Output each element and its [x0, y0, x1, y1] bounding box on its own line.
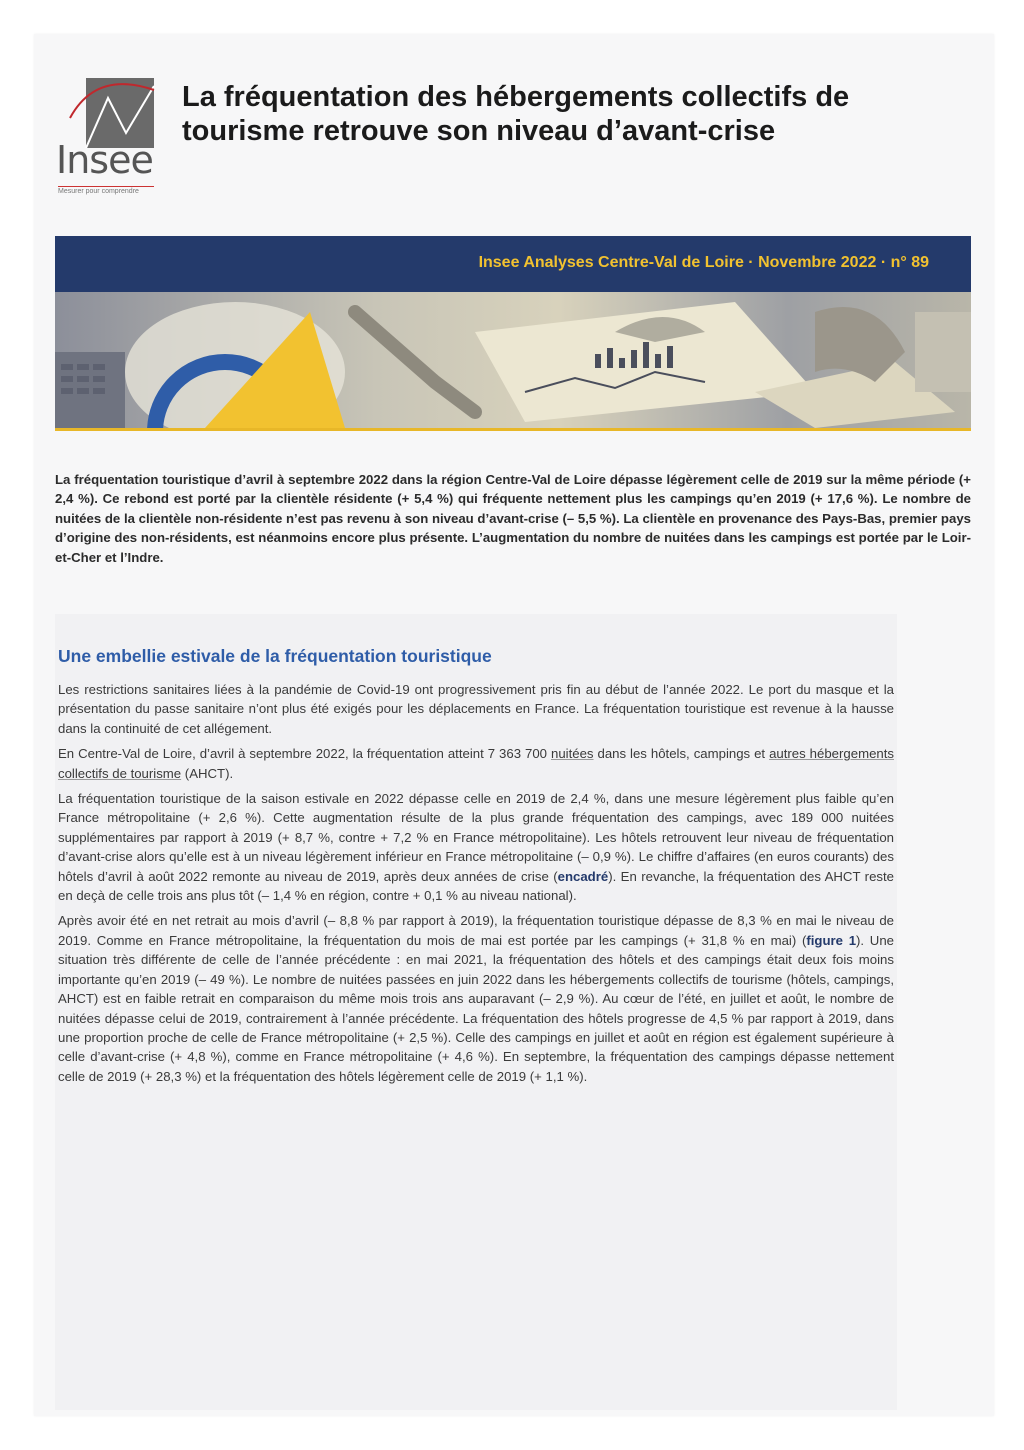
p3-text-b: ). En revanche, la fréquentation des AHCT reste en deçà de celle trois ans plus tôt (– 1,4 % en région, contre + 0,1 % au niveau national). — [58, 868, 895, 904]
intro-summary: La fréquentation touristique d’avril à septembre 2022 dans la région Centre-Val de Loire dépasse légèrement celle de 2019 sur la même période (+ 2,4 %). Ce rebond est porté par la clientèle résidente (+ 5,4 %) qui fréquente nettement plus les campings qu’en 2019 (+ 17,6 %). Le nombre de nuitées de la clientèle non-résidente n’est pas revenu à son niveau d’avant-crise (– 5,5 %). La clientèle en provenance des Pays-Bas, premier pays d’origine des non-résidents, est néanmoins encore plus présente. L’augmentation du nombre de nuitées dans les campings est portée par le Loir-et-Cher et l’Indre. — [55, 472, 971, 565]
report-page — [34, 34, 994, 1416]
p2-text-c: (AHCT). — [181, 765, 234, 781]
section-title: Une embellie estivale de la fréquentation touristique — [58, 646, 492, 666]
p2-text-a: En Centre-Val de Loire, d’avril à septembre 2022, la fréquentation atteint 7 363 700 — [58, 746, 551, 762]
banner-image — [55, 292, 971, 431]
ahct-link[interactable]: autres hébergements collectifs de tourisme — [58, 746, 894, 781]
paragraph-4 — [58, 911, 894, 1086]
p3-text-a: La fréquentation touristique de la saison estivale en 2022 dépasse celle en 2019 de 2,4 %, dans une mesure légèrement plus faible qu’en France métropolitaine (+ 2,6 %). Cette augmentation résulte de la plus grande fréquentation des campings, avec 189 000 nuitées supplémentaires par rapport à 2019 (+ 8,7 %, contre + 7,2 % en France métropolitaine). Les hôtels retrouvent leur niveau de fréquentation d’avant-crise alors qu’elle est à un niveau légèrement inférieur en France métropolitaine (– 0,9 %). Le chiffre d’affaires (en euros courants) des hôtels d’avril à août 2022 remonte au niveau de 2019, après deux années de crise ( — [58, 791, 894, 884]
encadre-link[interactable]: encadré — [557, 868, 609, 884]
nuitees-link[interactable]: nuitées — [550, 746, 594, 762]
article-section — [55, 614, 897, 1410]
banner-series: Insee Analyses Centre-Val de Loire · Novembre 2022 · n° 89 — [478, 254, 929, 271]
paragraph-1: Les restrictions sanitaires liées à la pandémie de Covid-19 ont progressivement pris fin au début de l’année 2022. Le port du masque et la présentation du passe sanitaire n’ont plus été exigés pour les déplacements en France. La fréquentation touristique est revenue à la hausse dans la continuité de cet allégement. — [58, 682, 894, 736]
page-title: La fréquentation des hébergements collectifs de tourisme retrouve son niveau d’avant-crise — [182, 81, 850, 147]
banner-bar — [55, 236, 971, 292]
figure-1-link[interactable]: figure 1 — [806, 932, 857, 948]
p4-text-b: ). Une situation très différente de celle de l’année précédente : en mai 2021, la fréquentation des hôtels et des campings était deux fois moins importante qu’en 2019 (– 49 %). Le nombre de nuitées passées en juin 2022 dans les hébergements collectifs de tourisme (hôtels, campings, AHCT) est en faible retrait en comparaison du même mois trois ans auparavant (– 2,9 %). Au cœur de l’été, en juillet et août, le nombre de nuitées dépasse celui de 2019, contrairement à l’année précédente. La fréquentation des hôtels progresse de 4,5 % par rapport à 2019, dans une proportion proche de celle de France métropolitaine (+ 2,5 %). Celle des campings en juillet et août en région est également supérieure à celle d’avant-crise (+ 4,8 %), comme en France métropolitaine (+ 4,6 %). En septembre, la fréquentation des campings dépasse nettement celle de 2019 (+ 28,3 %) et la fréquentation des hôtels légèrement celle de 2019 (+ 1,1 %). — [58, 932, 894, 1084]
banner-illustration-icon — [55, 292, 971, 428]
paragraph-2 — [58, 744, 894, 783]
logo-word: Insee — [56, 138, 153, 182]
p4-text-a: Après avoir été en net retrait au mois d’avril (– 8,8 % par rapport à 2019), la fréquentation touristique dépasse de 8,3 % en mai le niveau de 2019. Comme en France métropolitaine, la fréquentation du mois de mai est portée par les campings (+ 31,8 % en mai) ( — [58, 913, 894, 948]
article-body — [58, 680, 894, 1092]
p2-text-b: dans les hôtels, campings et — [593, 746, 770, 762]
insee-logo — [56, 78, 160, 196]
paragraph-3 — [58, 789, 894, 905]
logo-tagline: Mesurer pour comprendre — [58, 186, 154, 195]
